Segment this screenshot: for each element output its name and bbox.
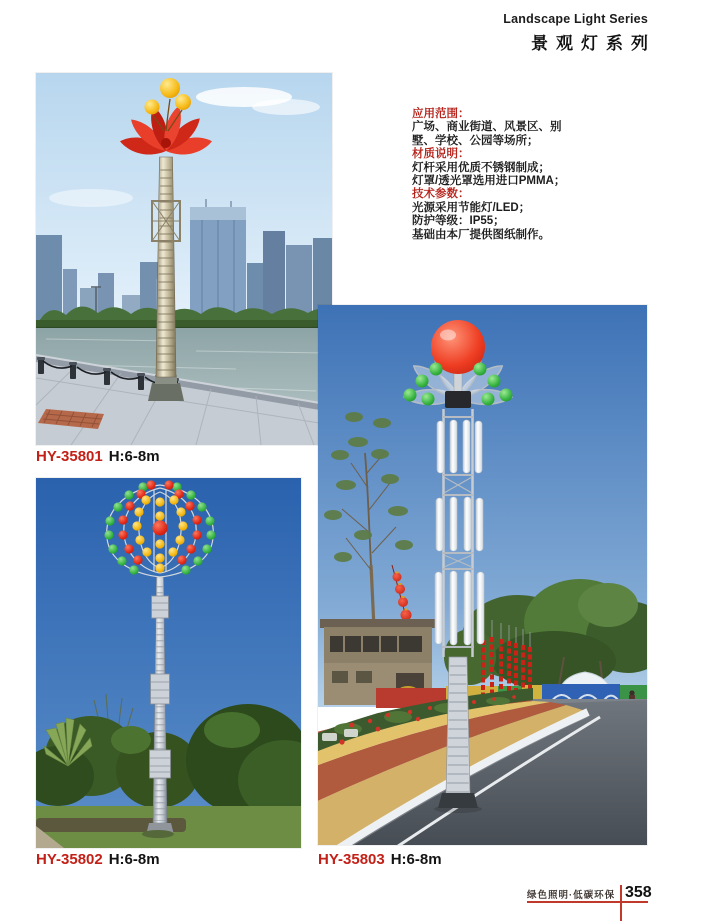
spec-line: 墅、学校、公园等场所； — [412, 134, 539, 147]
spec-line: 广场、商业街道、风景区、别 — [412, 121, 562, 134]
series-title-en: Landscape Light Series — [503, 12, 648, 26]
treeline — [36, 306, 332, 329]
product-height: H:6-8m — [108, 851, 160, 868]
product-model: HY-35803 — [318, 851, 385, 868]
product-label-hy35802 — [36, 851, 160, 868]
product-model: HY-35801 — [36, 448, 103, 465]
product-model: HY-35802 — [36, 851, 103, 868]
spec-heading: 技术参数： — [412, 188, 470, 201]
spec-line: 光源采用节能灯/LED； — [412, 201, 531, 214]
footer-vertical-rule — [620, 885, 622, 921]
street-scene — [318, 305, 647, 845]
spec-line: 基础由本厂提供图纸制作。 — [412, 228, 550, 241]
lakefront-scene — [36, 73, 332, 445]
spec-heading: 材质说明： — [412, 148, 470, 161]
page-header — [0, 12, 656, 54]
product-height: H:6-8m — [108, 448, 160, 465]
garden-scene — [36, 478, 301, 848]
spec-line: 灯罩/透光罩选用进口PMMA； — [412, 175, 566, 188]
product-label-hy35803 — [318, 851, 442, 868]
footer-slogan: 绿色照明·低碳环保 — [527, 890, 616, 901]
spec-line: 防护等级：IP55； — [412, 215, 505, 228]
spec-info-block — [412, 108, 582, 242]
spec-line: 灯杆采用优质不锈钢制成； — [412, 161, 550, 174]
product-photo-hy-35803 — [318, 305, 647, 845]
spec-heading: 应用范围： — [412, 108, 470, 120]
product-photo-hy-35802 — [36, 478, 301, 848]
product-height: H:6-8m — [390, 851, 442, 868]
page-number: 358 — [625, 884, 652, 901]
series-title-zh: 景观灯系列 — [531, 34, 656, 53]
product-label-hy35801 — [36, 448, 160, 465]
product-photo-hy-35801 — [36, 73, 332, 445]
